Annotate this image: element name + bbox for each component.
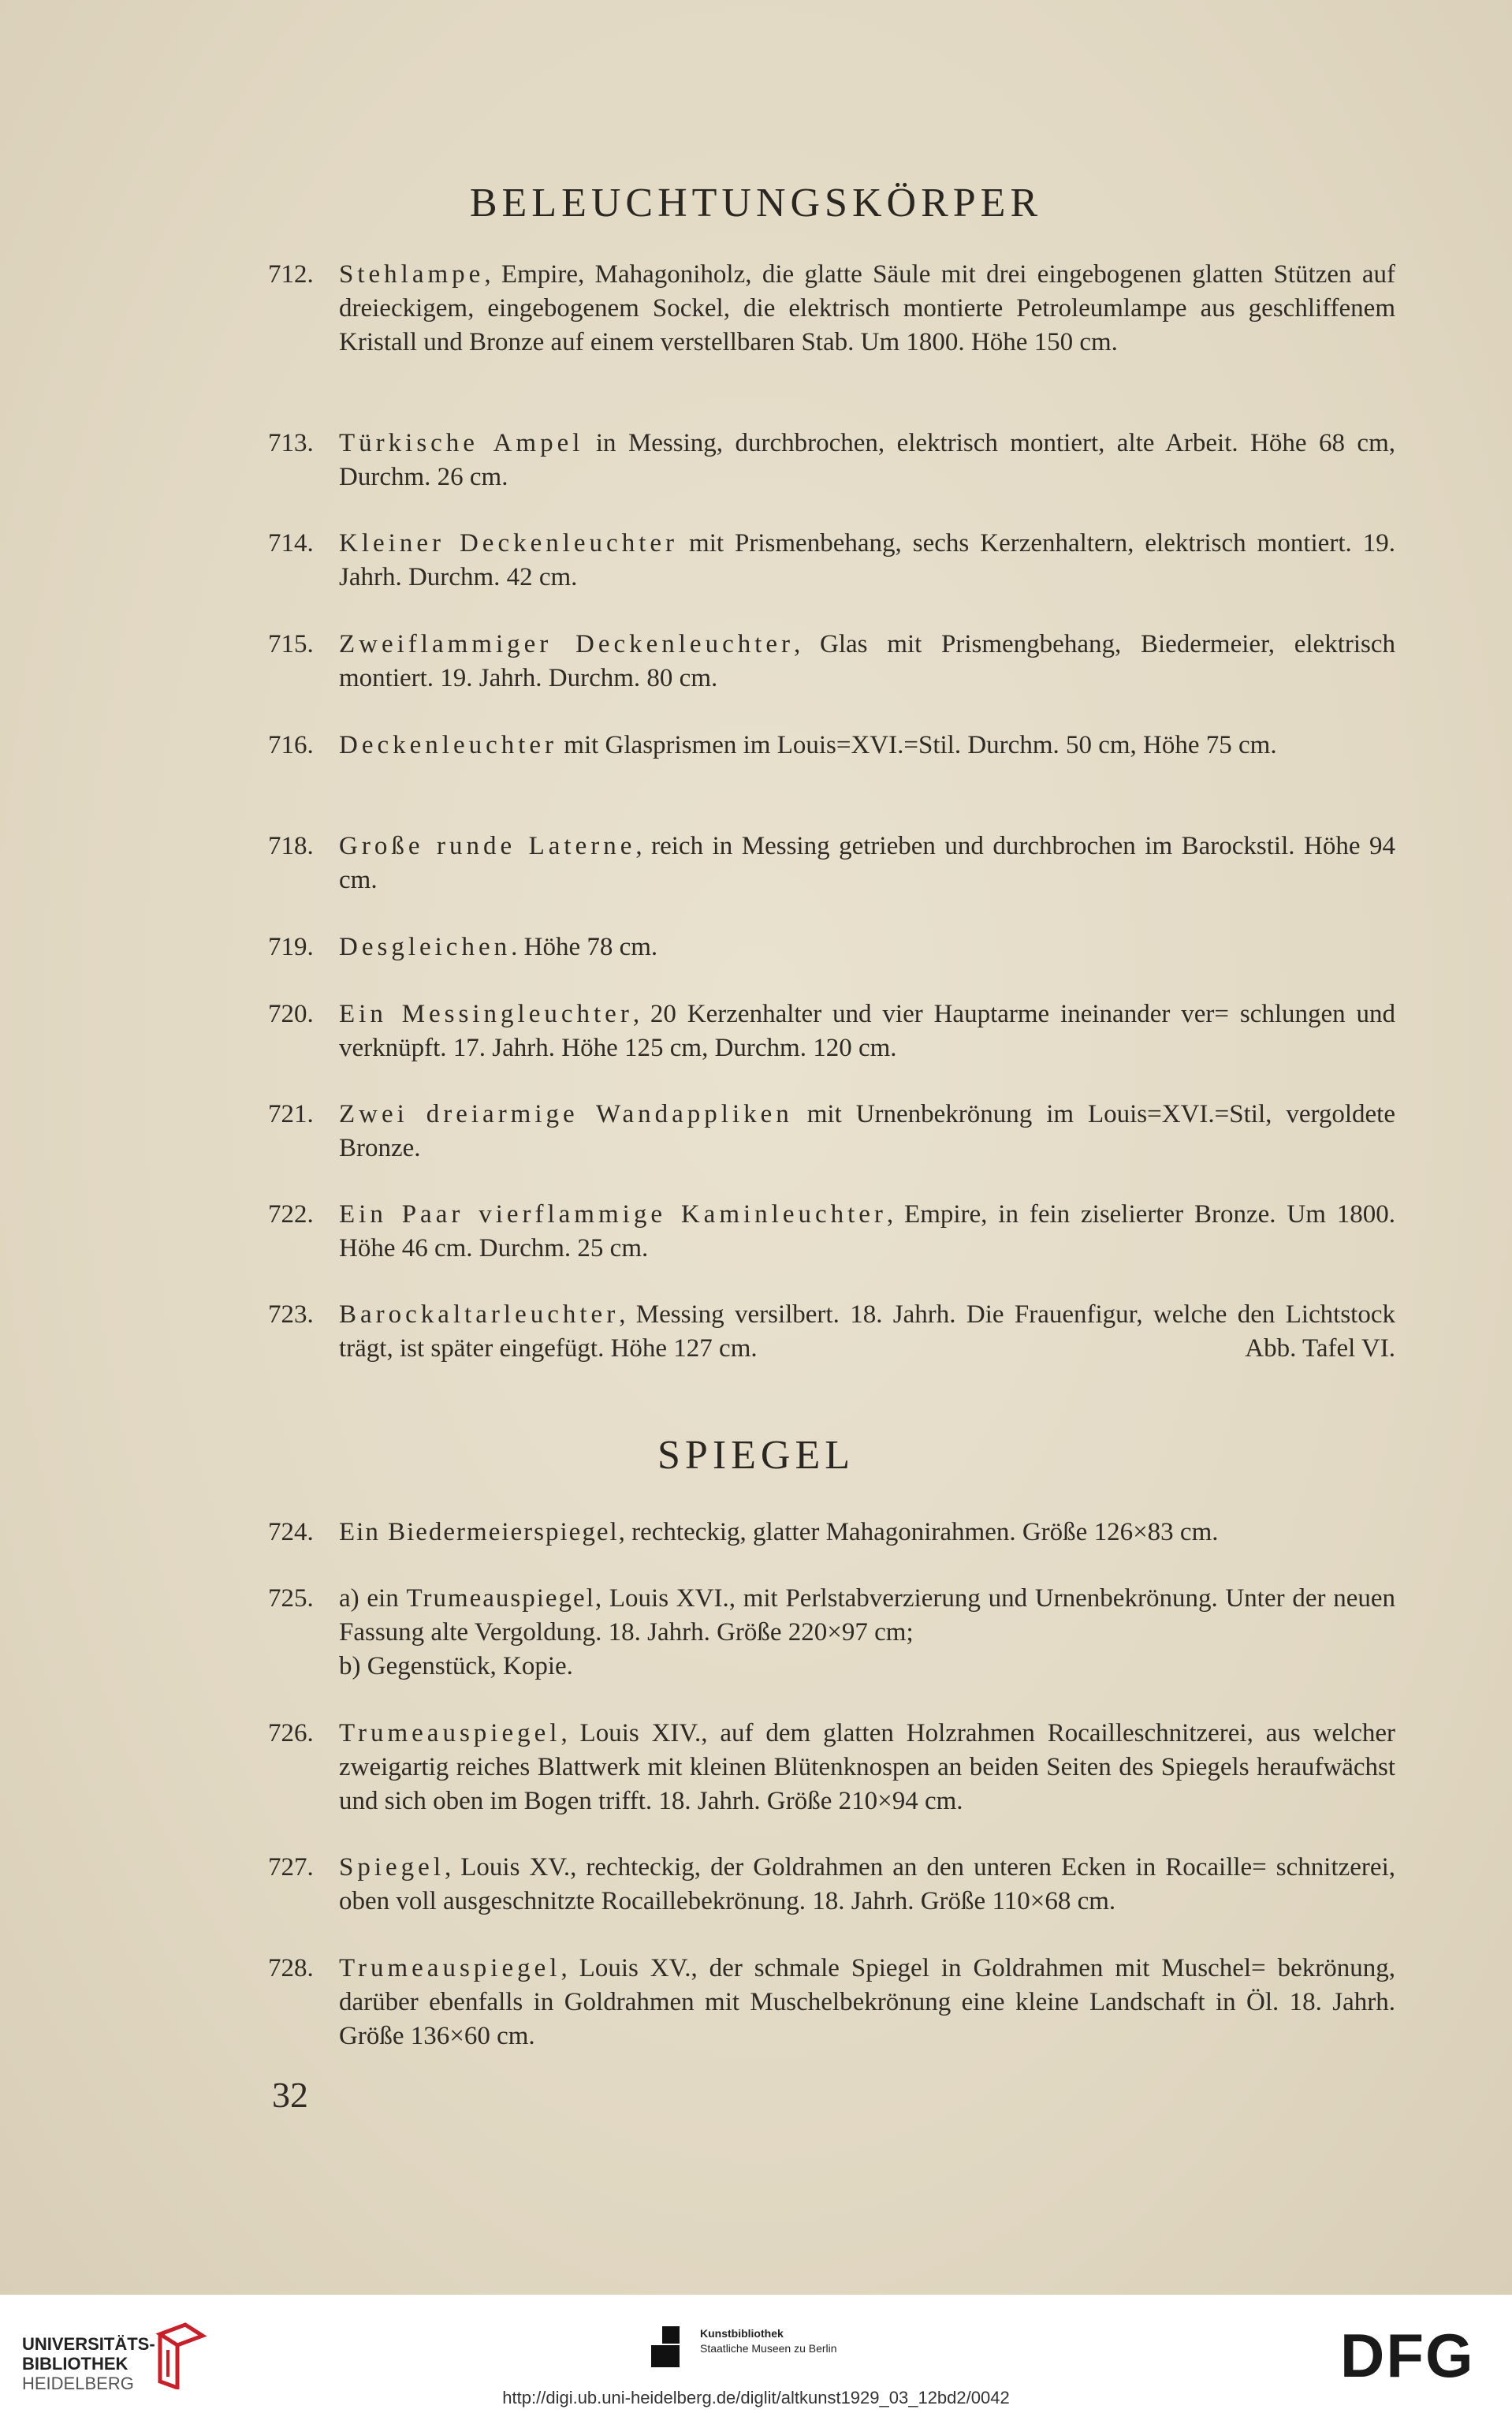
entry-text: , Empire, Mahagoniholz, die glatte Säule mit drei eingebogenen glatten Stützen auf dreieckigem, eingebogenem Sockel, die elektrisch montierte Petroleumlampe aus geschliffenem Kristall und Bronze auf einem verstellbaren Stab. Um 1800. Höhe 150 cm. bbox=[339, 260, 1395, 356]
catalog-entry-721 bbox=[268, 1098, 1395, 1165]
entry-number: 713. bbox=[268, 429, 314, 457]
catalog-entry-723 bbox=[268, 1298, 1395, 1366]
entry-number: 725. bbox=[268, 1584, 314, 1613]
entry-number: 722. bbox=[268, 1200, 314, 1229]
entry-number: 720. bbox=[268, 1000, 314, 1028]
entry-text: , 20 Kerzenhalter und vier Hauptarme ineinander ver= schlungen und verknüpft. 17. Jahrh. Höhe 125 cm, Durchm. 120 cm. bbox=[339, 1000, 1395, 1062]
dfg-logo[interactable]: DFG bbox=[1340, 2321, 1475, 2390]
catalog-entry-714 bbox=[268, 527, 1395, 595]
entry-number: 712. bbox=[268, 260, 314, 289]
entry-text: mit Glasprismen im Louis=XVI.=Stil. Durchm. 50 cm, Höhe 75 cm. bbox=[557, 731, 1277, 759]
entry-title: Stehlampe bbox=[339, 260, 485, 289]
entry-title: Deckenleuchter bbox=[339, 731, 558, 759]
catalog-entry-718 bbox=[268, 830, 1395, 897]
catalog-entry-720 bbox=[268, 998, 1395, 1065]
kb-subtitle: Staatliche Museen zu Berlin bbox=[700, 2342, 837, 2355]
catalog-entry-724 bbox=[268, 1516, 1395, 1550]
section-heading-mirrors: SPIEGEL bbox=[657, 1433, 855, 1478]
catalog-entry-713 bbox=[268, 427, 1395, 494]
kb-title: Kunstbibliothek bbox=[700, 2327, 784, 2340]
catalog-entry-715 bbox=[268, 628, 1395, 696]
entry-title: Zwei dreiarmige Wandappliken bbox=[339, 1100, 793, 1128]
entry-title: Türkische Ampel bbox=[339, 429, 584, 457]
entry-number: 726. bbox=[268, 1719, 314, 1747]
entry-number: 728. bbox=[268, 1954, 314, 1982]
catalog-entry-719 bbox=[268, 931, 1395, 964]
entry-title: Trumeauspiegel bbox=[339, 1719, 561, 1747]
entry-number: 718. bbox=[268, 832, 314, 860]
entry-number: 727. bbox=[268, 1853, 314, 1882]
catalog-entry-725 bbox=[268, 1582, 1395, 1684]
entry-text: , Louis XV., rechteckig, der Goldrahmen an den unteren Ecken in Rocaille= schnitzerei, oben voll ausgeschnitzte Rocaillebekrönung. 18. Jahrh. Größe 110×68 cm. bbox=[339, 1853, 1395, 1915]
entry-title: Spiegel bbox=[339, 1853, 445, 1882]
entry-title: Trumeauspiegel bbox=[339, 1954, 561, 1982]
entry-text: , Messing versilbert. 18. Jahrh. Die Frauenfigur, welche den Lichtstock trägt, ist später eingefügt. Höhe 127 cm. bbox=[339, 1300, 1395, 1363]
page-number: 32 bbox=[272, 2075, 308, 2115]
catalog-entry-726 bbox=[268, 1717, 1395, 1818]
entry-text: , Louis XVI., mit Perlstabverzierung und Urnenbekrönung. Unter der neuen Fassung alte Vergoldung. 18. Jahrh. Größe 220×97 cm; bbox=[339, 1584, 1396, 1647]
entry-subitem: b) Gegenstück, Kopie. bbox=[339, 1652, 573, 1680]
entry-text: mit Prismenbehang, sechs Kerzenhaltern, elektrisch montiert. 19. Jahrh. Durchm. 42 cm. bbox=[339, 529, 1395, 591]
entry-number: 724. bbox=[268, 1518, 314, 1546]
entry-number: 719. bbox=[268, 933, 314, 961]
entry-text: , Louis XV., der schmale Spiegel in Goldrahmen mit Muschel= bekrönung, darüber ebenfalls in Goldrahmen mit Muschelbekrönung eine kleine Landschaft in Öl. 18. Jahrh. Größe 136×60 cm. bbox=[339, 1954, 1395, 2050]
entry-text: . Höhe 78 cm. bbox=[511, 933, 658, 961]
entry-number: 714. bbox=[268, 529, 314, 558]
catalog-entry-716 bbox=[268, 729, 1395, 763]
entry-title: Desgleichen bbox=[339, 933, 512, 961]
logo-line-1: UNIVERSITÄTS- bbox=[22, 2334, 155, 2354]
footer-bar bbox=[0, 2295, 1512, 2413]
entry-title: Zweiflammiger Deckenleuchter bbox=[339, 630, 795, 658]
entry-text: , Glas mit Prismengbehang, Biedermeier, elektrisch montiert. 19. Jahrh. Durchm. 80 cm. bbox=[339, 630, 1396, 692]
catalog-entry-727 bbox=[268, 1851, 1395, 1919]
entry-title: Große runde Laterne bbox=[339, 832, 636, 860]
kunstbibliothek-label[interactable] bbox=[700, 2326, 837, 2356]
entry-title: Ein Paar vierflammige Kaminleuchter bbox=[339, 1200, 887, 1229]
kunstbibliothek-logo-icon bbox=[648, 2326, 692, 2370]
entry-text: mit Urnenbekrönung im Louis=XVI.=Stil, vergoldete Bronze. bbox=[339, 1100, 1395, 1162]
logo-line-2: BIBLIOTHEK bbox=[22, 2354, 128, 2374]
entry-text: , rechteckig, glatter Mahagonirahmen. Größe 126×83 cm. bbox=[618, 1518, 1219, 1546]
entry-title: Kleiner Deckenleuchter bbox=[339, 529, 679, 558]
entry-title: Trumeauspiegel bbox=[406, 1584, 595, 1613]
section-heading-lighting: BELEUCHTUNGSKÖRPER bbox=[469, 181, 1043, 226]
university-library-logo[interactable] bbox=[22, 2334, 155, 2393]
entry-text: , Louis XIV., auf dem glatten Holzrahmen Rocailleschnitzerei, aus welcher zweigartig reiches Blattwerk mit kleinen Blütenknospen an beiden Seiten des Spiegels heraufwächst und sich oben im Bogen trifft. 18. Jahrh. Größe 210×94 cm. bbox=[339, 1719, 1395, 1815]
entry-title: Ein Messingleuchter bbox=[339, 1000, 633, 1028]
catalog-entry-728 bbox=[268, 1952, 1395, 2053]
catalog-entry-722 bbox=[268, 1198, 1395, 1266]
entry-number: 715. bbox=[268, 630, 314, 658]
entry-text: , Empire, in fein ziselierter Bronze. Um 1800. Höhe 46 cm. Durchm. 25 cm. bbox=[339, 1200, 1395, 1262]
source-url[interactable]: http://digi.ub.uni-heidelberg.de/diglit/altkunst1929_03_12bd2/0042 bbox=[502, 2388, 1010, 2407]
library-logo-icon bbox=[154, 2318, 209, 2389]
entry-number: 716. bbox=[268, 731, 314, 759]
entry-text: in Messing, durchbrochen, elektrisch montiert, alte Arbeit. Höhe 68 cm, Durchm. 26 cm. bbox=[339, 429, 1395, 491]
entry-title: Ein Biedermeierspiegel bbox=[339, 1518, 619, 1546]
entry-number: 721. bbox=[268, 1100, 314, 1128]
entry-text: , reich in Messing getrieben und durchbrochen im Barockstil. Höhe 94 cm. bbox=[339, 832, 1395, 894]
logo-line-3: HEIDELBERG bbox=[22, 2374, 134, 2393]
entry-prefix: a) ein bbox=[339, 1584, 407, 1613]
catalog-entry-712 bbox=[268, 258, 1395, 360]
entry-number: 723. bbox=[268, 1300, 314, 1329]
entry-title: Barockaltarleuchter bbox=[339, 1300, 620, 1329]
plate-reference: Abb. Tafel VI. bbox=[1245, 1334, 1395, 1363]
